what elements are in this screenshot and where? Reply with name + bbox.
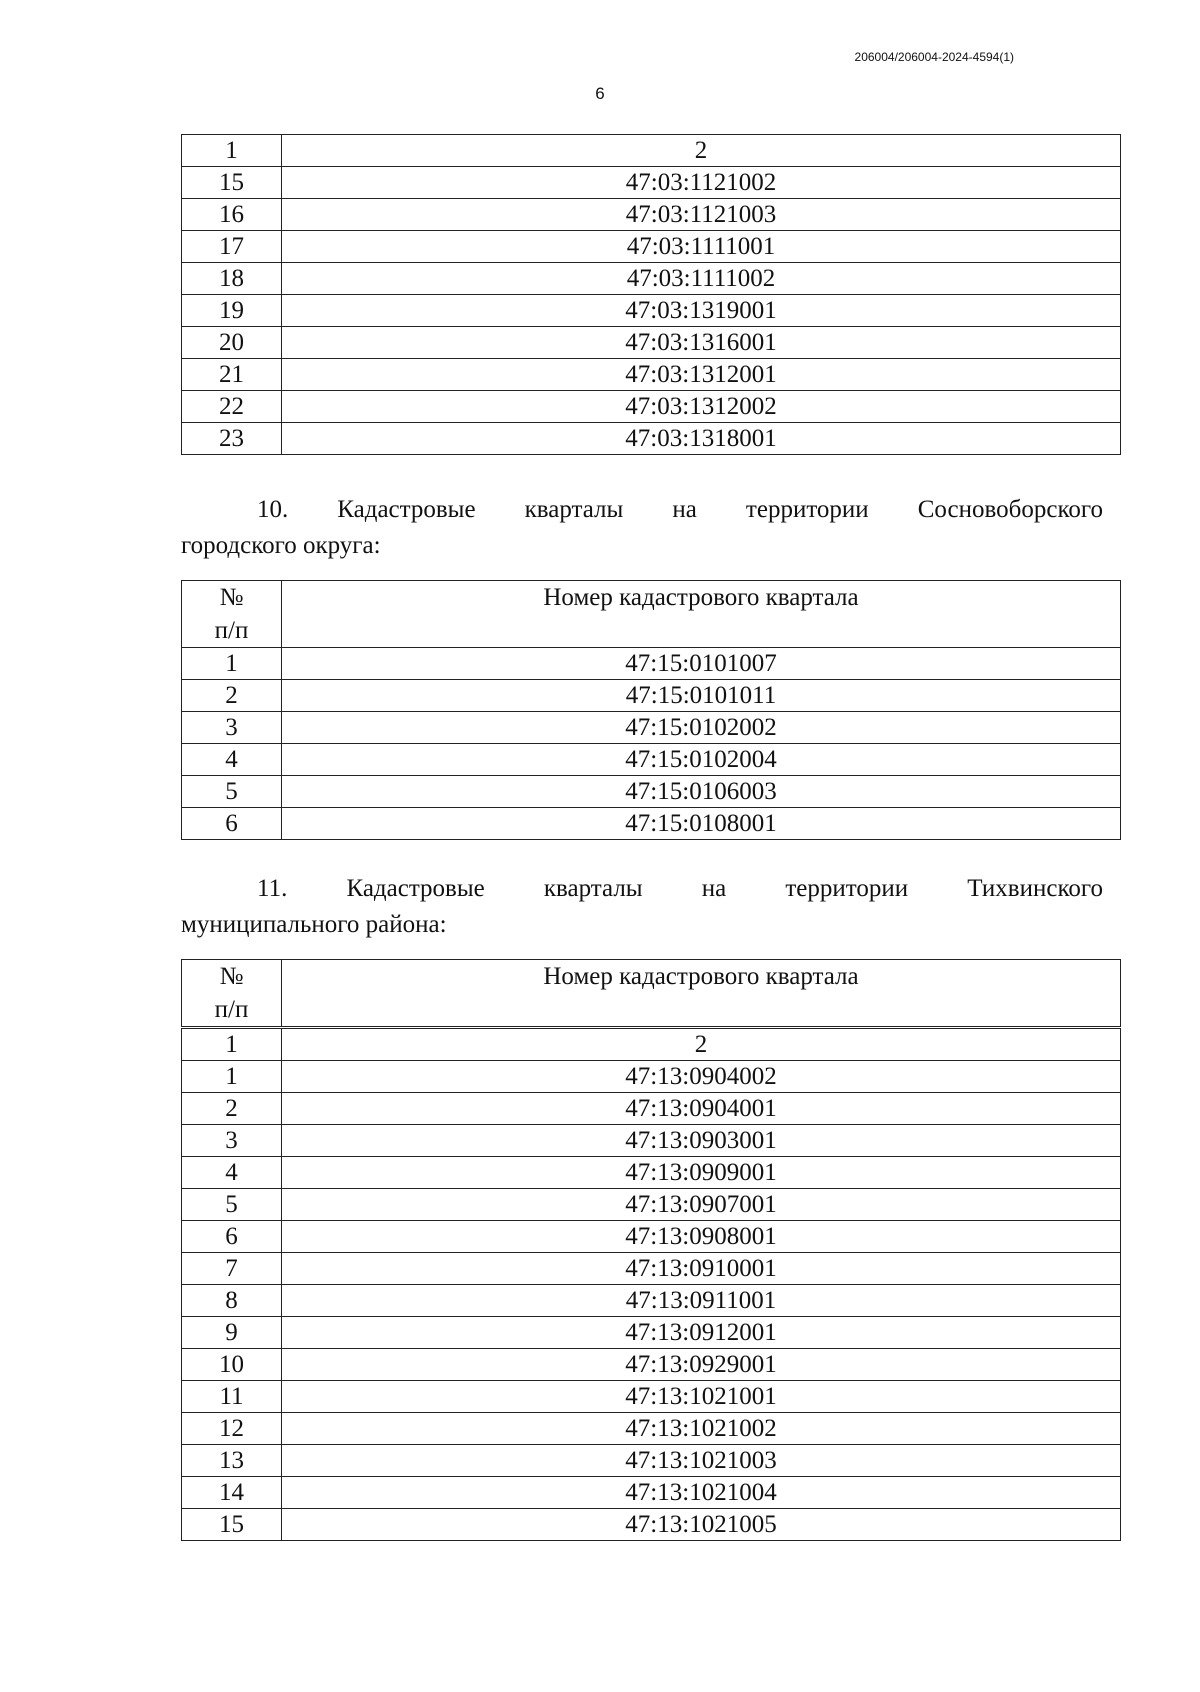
header-text: п/п	[214, 996, 249, 1023]
row-number-cell: 2	[182, 680, 282, 712]
header-text: №	[219, 963, 244, 990]
table-row	[182, 1317, 1121, 1349]
header-cell-quarter: Номер кадастрового квартала	[282, 960, 1121, 1028]
cadastral-number-cell: 47:15:0101011	[282, 680, 1121, 712]
row-number-cell: 7	[182, 1253, 282, 1285]
table-row	[182, 1477, 1121, 1509]
cadastral-number-cell: 47:15:0106003	[282, 776, 1121, 808]
row-number-cell: 14	[182, 1477, 282, 1509]
table-row	[182, 1221, 1121, 1253]
heading-word: Кадастровые	[337, 496, 476, 523]
row-number-cell: 9	[182, 1317, 282, 1349]
row-number-cell: 1	[182, 648, 282, 680]
row-number-cell: 4	[182, 744, 282, 776]
row-number-cell: 5	[182, 776, 282, 808]
heading-word: Тихвинского	[967, 875, 1103, 902]
table-row	[182, 1285, 1121, 1317]
row-number-cell: 6	[182, 1221, 282, 1253]
header-text: п/п	[214, 617, 249, 644]
cadastral-number-cell: 47:13:0912001	[282, 1317, 1121, 1349]
sosnovoborsky-cadastral-table	[181, 580, 1121, 840]
row-number-cell: 4	[182, 1157, 282, 1189]
table-row	[182, 1445, 1121, 1477]
table-header-row	[182, 135, 1121, 167]
row-number-cell: 5	[182, 1189, 282, 1221]
cadastral-table-continued	[181, 134, 1121, 455]
cadastral-number-cell: 47:13:0911001	[282, 1285, 1121, 1317]
table-row	[182, 648, 1121, 680]
table-header-row	[182, 960, 1121, 1028]
table-row	[182, 231, 1121, 263]
row-number-cell: 15	[182, 167, 282, 199]
heading-word: Кадастровые	[346, 875, 485, 902]
row-number-cell: 11	[182, 1381, 282, 1413]
cadastral-number-cell: 47:03:1312001	[282, 359, 1121, 391]
cadastral-number-cell: 47:13:1021004	[282, 1477, 1121, 1509]
header-cell-number	[182, 581, 282, 648]
table-row	[182, 327, 1121, 359]
heading-word: кварталы	[524, 496, 624, 523]
cadastral-number-cell: 47:13:0904002	[282, 1061, 1121, 1093]
cadastral-number-cell: 47:13:0908001	[282, 1221, 1121, 1253]
table-row	[182, 744, 1121, 776]
cadastral-number-cell: 47:13:0909001	[282, 1157, 1121, 1189]
table-row	[182, 680, 1121, 712]
header-cell: 2	[282, 135, 1121, 167]
cadastral-number-cell: 47:03:1316001	[282, 327, 1121, 359]
row-number-cell: 8	[182, 1285, 282, 1317]
cadastral-number-cell: 47:15:0101007	[282, 648, 1121, 680]
cadastral-number-cell: 47:03:1318001	[282, 423, 1121, 455]
table-row	[182, 1349, 1121, 1381]
row-number-cell: 1	[182, 1061, 282, 1093]
table-row	[182, 1413, 1121, 1445]
cadastral-number-cell: 47:13:0929001	[282, 1349, 1121, 1381]
cadastral-number-cell: 47:13:1021002	[282, 1413, 1121, 1445]
section-heading-line	[181, 871, 1103, 907]
table-row	[182, 776, 1121, 808]
row-number-cell: 2	[182, 1093, 282, 1125]
heading-word: территории	[785, 875, 909, 902]
table-row	[182, 808, 1121, 840]
row-number-cell: 15	[182, 1509, 282, 1541]
header-cell-number	[182, 960, 282, 1028]
table-row	[182, 295, 1121, 327]
heading-word: Сосновоборского	[917, 496, 1103, 523]
table-row	[182, 391, 1121, 423]
cadastral-number-cell: 47:13:0904001	[282, 1093, 1121, 1125]
row-number-cell: 17	[182, 231, 282, 263]
row-number-cell: 18	[182, 263, 282, 295]
table-header-row	[182, 581, 1121, 648]
cadastral-number-cell: 47:13:1021003	[282, 1445, 1121, 1477]
heading-word: на	[701, 875, 727, 902]
cadastral-number-cell: 47:13:1021005	[282, 1509, 1121, 1541]
cadastral-number-cell: 47:03:1111002	[282, 263, 1121, 295]
section-heading-line	[181, 492, 1103, 528]
table-row	[182, 1509, 1121, 1541]
tikhvinsky-cadastral-table	[181, 959, 1121, 1541]
table-row	[182, 1061, 1121, 1093]
heading-word: кварталы	[543, 875, 643, 902]
row-number-cell: 22	[182, 391, 282, 423]
table-row	[182, 199, 1121, 231]
cadastral-number-cell: 47:15:0108001	[282, 808, 1121, 840]
heading-word: 10.	[257, 496, 289, 523]
row-number-cell: 16	[182, 199, 282, 231]
table-row	[182, 359, 1121, 391]
row-number-cell: 23	[182, 423, 282, 455]
header-cell-quarter: Номер кадастрового квартала	[282, 581, 1121, 648]
table-row	[182, 1253, 1121, 1285]
row-number-cell: 3	[182, 1125, 282, 1157]
cadastral-number-cell: 47:03:1121002	[282, 167, 1121, 199]
row-number-cell: 12	[182, 1413, 282, 1445]
row-number-cell: 21	[182, 359, 282, 391]
header-cell: 1	[182, 135, 282, 167]
table-row	[182, 167, 1121, 199]
table-row	[182, 423, 1121, 455]
row-number-cell: 20	[182, 327, 282, 359]
heading-word: территории	[745, 496, 869, 523]
table-row	[182, 712, 1121, 744]
cadastral-number-cell: 47:13:0907001	[282, 1189, 1121, 1221]
cadastral-number-cell: 47:13:0903001	[282, 1125, 1121, 1157]
row-number-cell: 13	[182, 1445, 282, 1477]
row-number-cell: 19	[182, 295, 282, 327]
heading-word: 11.	[257, 875, 288, 902]
table-row	[182, 263, 1121, 295]
numbering-cell: 2	[282, 1028, 1121, 1061]
table-row	[182, 1381, 1121, 1413]
numbering-cell: 1	[182, 1028, 282, 1061]
document-id: 206004/206004-2024-4594(1)	[854, 50, 1014, 64]
section-heading-line: городского округа:	[181, 532, 381, 559]
table-row	[182, 1157, 1121, 1189]
section-11-heading	[181, 871, 1103, 943]
row-number-cell: 6	[182, 808, 282, 840]
cadastral-number-cell: 47:13:1021001	[282, 1381, 1121, 1413]
table-row	[182, 1189, 1121, 1221]
row-number-cell: 10	[182, 1349, 282, 1381]
table-row	[182, 1093, 1121, 1125]
cadastral-number-cell: 47:03:1121003	[282, 199, 1121, 231]
cadastral-number-cell: 47:13:0910001	[282, 1253, 1121, 1285]
row-number-cell: 3	[182, 712, 282, 744]
cadastral-number-cell: 47:03:1319001	[282, 295, 1121, 327]
cadastral-number-cell: 47:03:1312002	[282, 391, 1121, 423]
cadastral-number-cell: 47:15:0102004	[282, 744, 1121, 776]
cadastral-number-cell: 47:03:1111001	[282, 231, 1121, 263]
page-number: 6	[595, 84, 605, 103]
header-text: №	[219, 584, 244, 611]
table-row	[182, 1125, 1121, 1157]
section-heading-line: муниципального района:	[181, 911, 447, 938]
heading-word: на	[672, 496, 697, 523]
table-numbering-row	[182, 1028, 1121, 1061]
cadastral-number-cell: 47:15:0102002	[282, 712, 1121, 744]
section-10-heading	[181, 492, 1103, 564]
